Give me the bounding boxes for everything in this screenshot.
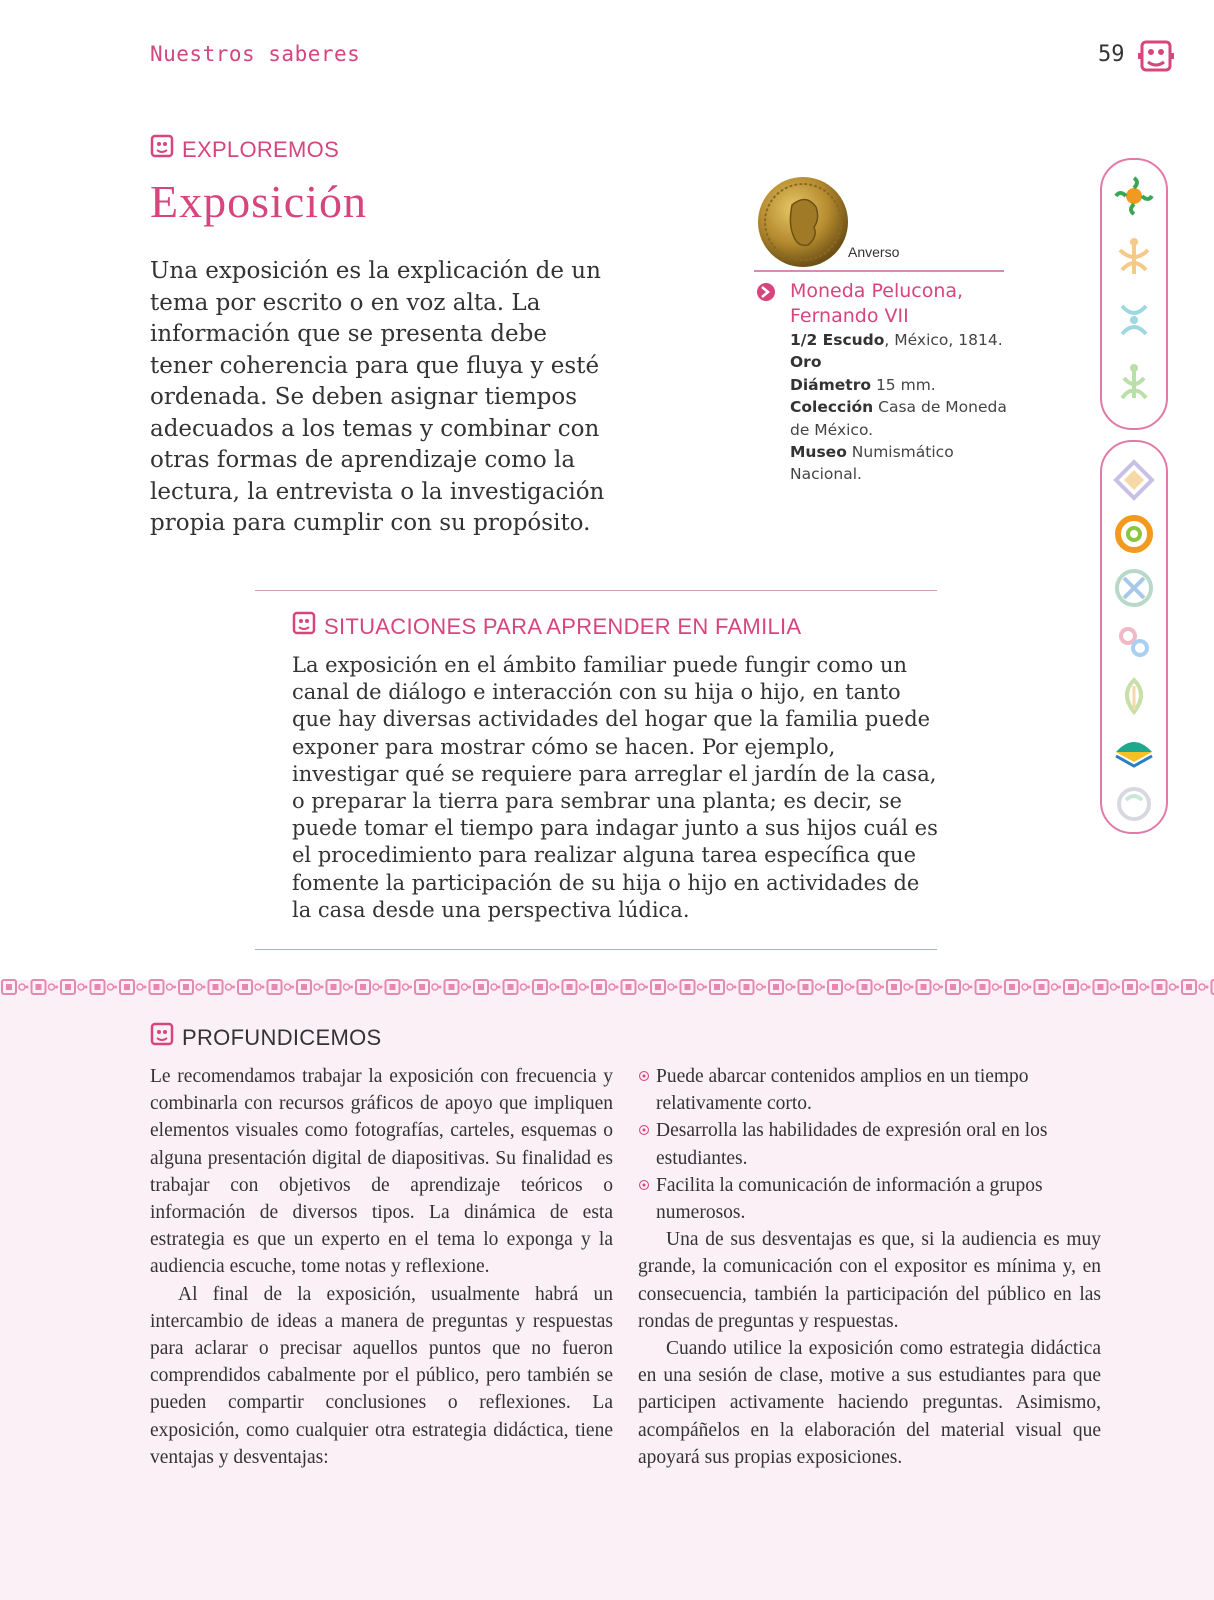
deepen-label: PROFUNDICEMOS	[182, 1025, 382, 1050]
deepen-paragraph: Al final de la exposición, usualmente habrá un intercambio de ideas a manera de preguntas y respuestas para aclarar o precisar aquellos puntos que no fueron comprendidos cabalmente por el público, pero también se pueden compartir conclusiones o reflexiones. La exposición, como cualquier otra estrategia didáctica, tiene ventajas y desventajas:	[150, 1283, 613, 1468]
coin-material: Oro	[790, 353, 822, 372]
decorative-border	[0, 976, 1214, 998]
saberes-icon[interactable]	[1110, 234, 1158, 282]
glyph-icon	[150, 1022, 174, 1046]
explore-label: EXPLOREMOS	[182, 137, 340, 162]
deepen-paragraph: Le recomendamos trabajar la exposición con frecuencia y combinarla con recursos gráficos de apoyo que impliquen elementos visuales como fotografías, carteles, esquemas o alguna presentación digital de diapositivas. Su finalidad es trabajar con objetivos de aprendizaje teóricos o información de diversos tipos. La dinámica de esta estrategia es que un experto en el tema lo exponga y la audiencia escuche, tome notas y reflexione.	[150, 1066, 613, 1278]
divider	[255, 949, 937, 950]
coin-name: Moneda Pelucona, Fernando VII	[790, 280, 964, 327]
deepen-left-column	[150, 1063, 613, 1471]
vida-saludable-icon[interactable]	[1110, 672, 1158, 720]
list-item: Puede abarcar contenidos amplios en un tiempo relativamente corto.	[638, 1063, 1101, 1117]
intro-paragraph: Una exposición es la explicación de un tema por escrito o en voz alta. La información que se presenta debe tener coherencia para que fluya y esté ordenada. Se deben asignar tiempos adecuados a los temas y combinar con otras formas de aprendizaje como la lectura, la entrevista o la investigación propia para cumplir con su propósito.	[150, 258, 605, 536]
family-paragraph: La exposición en el ámbito familiar puede fungir como un canal de diálogo e interacción con su hija o hijo, en tanto que hay diversas actividades del hogar que la familia puede exponer para mostrar cómo se hacen. Por ejemplo, investigar qué se requiere para arreglar el jardín de la casa, o preparar la tierra para sembrar una planta; es decir, se puede tomar el tiempo para indagar junto a sus hijos cuál es el procedimiento para realizar alguna tarea específica que fomente la participación de su hija o hijo en actividades de la casa desde una perspectiva lúdica.	[292, 653, 938, 922]
ejes-articuladores-nav	[1100, 440, 1168, 834]
list-item: Desarrolla las habilidades de expresión oral en los estudiantes.	[638, 1117, 1101, 1171]
coin-info	[790, 279, 1010, 486]
lectura-icon[interactable]	[1110, 726, 1158, 774]
lenguajes-icon[interactable]	[1110, 172, 1158, 220]
family-label: SITUACIONES PARA APRENDER EN FAMILIA	[324, 614, 802, 639]
campos-formativos-nav	[1100, 158, 1168, 430]
page-number: 59	[1098, 42, 1125, 67]
coin-caption: Anverso	[848, 244, 900, 260]
coin-denomination-label: 1/2 Escudo	[790, 331, 885, 349]
glyph-icon	[292, 611, 316, 635]
coin-museum-value: Numismático Nacional.	[790, 443, 954, 484]
coin-diameter-value: 15 mm.	[871, 375, 936, 394]
etica-icon[interactable]	[1110, 296, 1158, 344]
deepen-paragraph: Una de sus desventajas es que, si la audiencia es muy grande, la comunicación con el expositor es mínima y, en consecuencia, también la participación del público en las rondas de preguntas y respuestas.	[638, 1229, 1101, 1332]
coin-denomination-value: , México, 1814.	[884, 331, 1003, 349]
glyph-icon	[1138, 38, 1174, 74]
deepen-right-column	[638, 1063, 1101, 1471]
coin-museum-label: Museo	[790, 443, 847, 462]
coin-collection-label: Colección	[790, 398, 874, 417]
artes-icon[interactable]	[1110, 780, 1158, 828]
inclusion-icon[interactable]	[1110, 456, 1158, 504]
glyph-icon	[150, 134, 174, 158]
humano-icon[interactable]	[1110, 358, 1158, 406]
coin-diameter-label: Diámetro	[790, 375, 872, 394]
igualdad-icon[interactable]	[1110, 618, 1158, 666]
list-item: Facilita la comunicación de información a grupos numerosos.	[638, 1172, 1101, 1226]
deepen-paragraph: Cuando utilice la exposición como estrategia didáctica en una sesión de clase, motive a sus estudiantes para que participen activamente haciendo preguntas. Asimismo, acompáñelos en la elaboración del material visual que apoyará sus propias exposiciones.	[638, 1338, 1101, 1468]
divider	[754, 270, 1004, 272]
divider	[255, 590, 937, 591]
coin-collection-value: Casa de Moneda de México.	[790, 398, 1007, 439]
page-title: Exposición	[150, 176, 367, 227]
chevron-right-icon	[756, 282, 776, 302]
interculturalidad-icon[interactable]	[1110, 564, 1158, 612]
book-section-title: Nuestros saberes	[150, 42, 361, 66]
pensamiento-critico-icon[interactable]	[1110, 510, 1158, 558]
coin-image	[756, 175, 850, 269]
